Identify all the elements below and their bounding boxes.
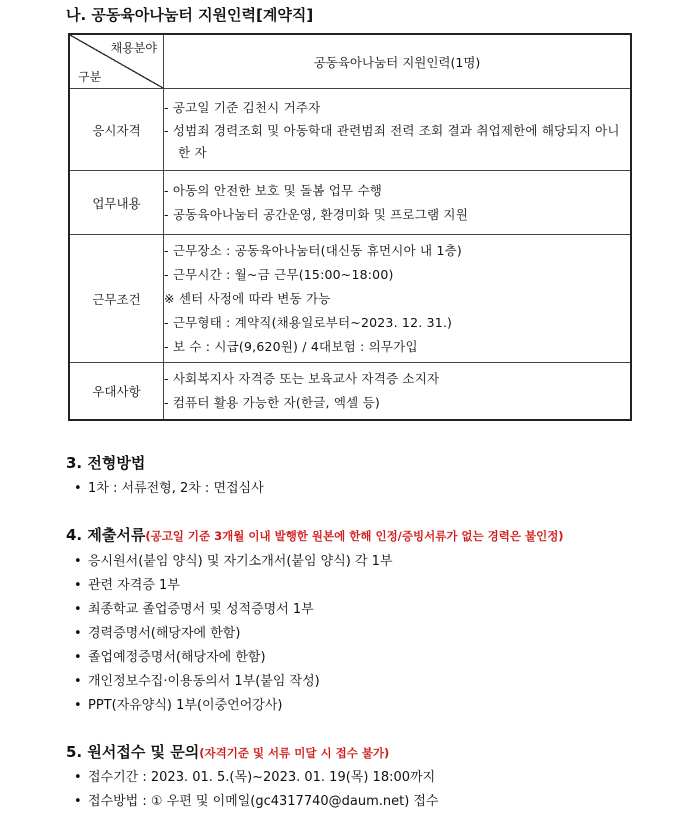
header-corner-cell — [69, 34, 164, 89]
section-3-title: 3. 전형방법 — [66, 454, 146, 472]
bullet-icon: • — [74, 698, 82, 713]
section-4-heading — [66, 524, 564, 545]
list-item-text: 관련 자격증 1부 — [88, 578, 180, 593]
bullet-icon: • — [74, 602, 82, 617]
bullet-icon: • — [74, 554, 82, 569]
section-5-heading — [66, 741, 389, 762]
list-item — [74, 790, 439, 809]
recruitment-table — [68, 33, 632, 421]
list-item — [74, 598, 314, 617]
row-line: - 보 수 : 시급(9,620원) / 4대보험 : 의무가입 — [164, 338, 418, 354]
list-item-text: 개인정보수집·이용동의서 1부(붙임 작성) — [88, 674, 320, 689]
section-3-heading — [66, 452, 145, 473]
row-label: 우대사항 — [69, 363, 164, 420]
row-label: 근무조건 — [69, 235, 164, 363]
row-content — [164, 363, 632, 420]
table-row — [69, 363, 631, 420]
header-corner-top: 채용분야 — [110, 41, 157, 55]
table-header-row — [69, 34, 631, 89]
row-content — [164, 171, 632, 235]
bullet-icon: • — [74, 674, 82, 689]
row-line: - 아동의 안전한 보호 및 돌봄 업무 수행 — [164, 182, 383, 198]
section-4-note: (공고일 기준 3개월 이내 발행한 원본에 한해 인정/증빙서류가 없는 경력은 불인정) — [145, 529, 564, 543]
row-line: - 공고일 기준 김천시 거주자 — [164, 99, 321, 115]
row-label: 응시자격 — [69, 89, 164, 171]
row-line: - 컴퓨터 활용 가능한 자(한글, 엑셀 등) — [164, 394, 380, 410]
list-item — [74, 766, 435, 785]
section-5-title: 5. 원서접수 및 문의 — [66, 743, 200, 761]
row-line: - 사회복지사 자격증 또는 보육교사 자격증 소지자 — [164, 370, 440, 386]
list-item-text: 응시원서(붙임 양식) 및 자기소개서(붙임 양식) 각 1부 — [88, 554, 393, 569]
row-label: 업무내용 — [69, 171, 164, 235]
section-title: 나. 공동육아나눔터 지원인력[계약직] — [66, 6, 314, 24]
section-5-note: (자격기준 및 서류 미달 시 접수 불가) — [199, 746, 390, 760]
bullet-icon: • — [74, 626, 82, 641]
bullet-icon: • — [74, 650, 82, 665]
list-item-text: 1차 : 서류전형, 2차 : 면접심사 — [88, 481, 264, 496]
row-line: - 근무장소 : 공동육아나눔터(대신동 휴먼시아 내 1층) — [164, 242, 462, 258]
header-corner-bottom: 구분 — [78, 70, 102, 84]
list-item-text: PPT(자유양식) 1부(이중언어강사) — [88, 698, 283, 713]
list-item — [74, 574, 180, 593]
table-row — [69, 171, 631, 235]
list-item — [74, 694, 282, 713]
row-content — [164, 89, 632, 171]
row-line: ※ 센터 사정에 따라 변동 가능 — [164, 290, 331, 306]
section-4-title: 4. 제출서류 — [66, 526, 146, 544]
row-content — [164, 235, 632, 363]
bullet-icon: • — [74, 770, 82, 785]
list-item-text: 경력증명서(해당자에 한함) — [88, 626, 241, 641]
row-line: - 성범죄 경력조회 및 아동학대 관련범죄 전력 조회 결과 취업제한에 해당되지 아니한 자 — [164, 122, 620, 160]
row-line: - 근무형태 : 계약직(채용일로부터~2023. 12. 31.) — [164, 314, 453, 330]
list-item-text: 졸업예정증명서(해당자에 한함) — [88, 650, 266, 665]
list-item-text: 접수기간 : 2023. 01. 5.(목)~2023. 01. 19(목) 18:00까지 — [88, 770, 436, 785]
header-main-cell: 공동육아나눔터 지원인력(1명) — [164, 34, 632, 89]
bullet-icon: • — [74, 481, 82, 496]
list-item — [74, 670, 320, 689]
row-line: - 공동육아나눔터 공간운영, 환경미화 및 프로그램 지원 — [164, 206, 468, 222]
list-item — [74, 550, 393, 569]
bullet-icon: • — [74, 794, 82, 809]
table-row — [69, 89, 631, 171]
row-line: - 근무시간 : 월~금 근무(15:00~18:00) — [164, 266, 394, 282]
bullet-icon: • — [74, 578, 82, 593]
list-item-text: 접수방법 : ① 우편 및 이메일(gc4317740@daum.net) 접수 — [88, 794, 439, 809]
list-item — [74, 622, 240, 641]
table-row — [69, 235, 631, 363]
list-item-text: 최종학교 졸업증명서 및 성적증명서 1부 — [88, 602, 314, 617]
list-item — [74, 646, 266, 665]
list-item — [74, 477, 264, 496]
